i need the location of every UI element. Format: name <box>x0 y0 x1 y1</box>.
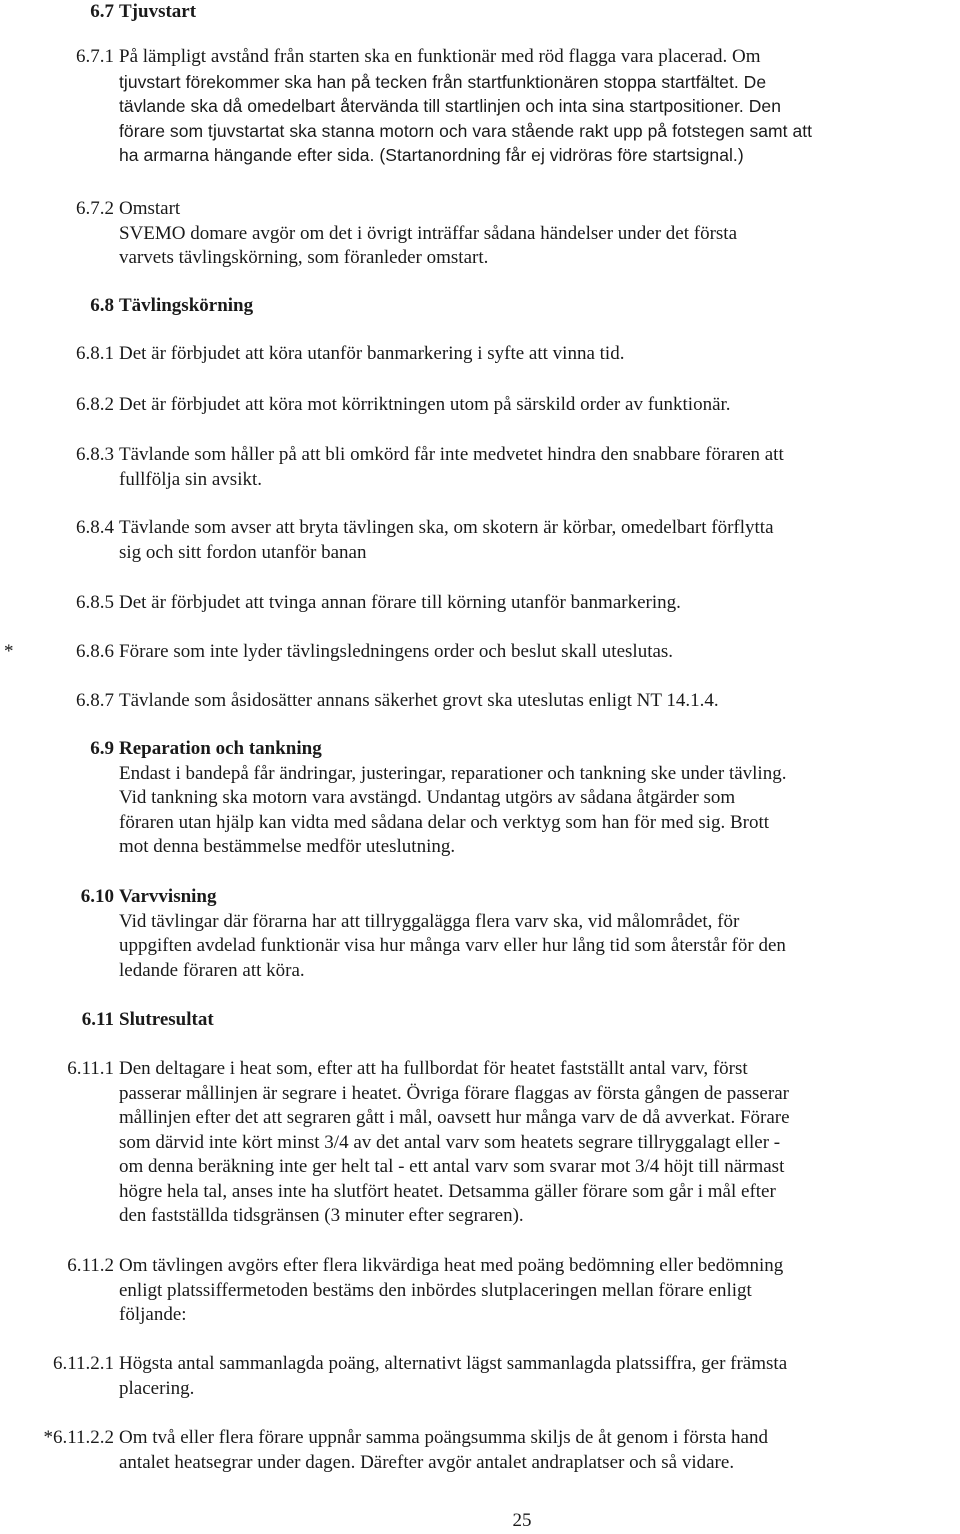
text-line: ledande föraren att köra. <box>119 959 305 981</box>
text-line: Omstart <box>119 198 181 219</box>
text-line: ha armarna hängande efter sida. (Startanordning får ej vidröras före startsignal.) <box>119 145 744 165</box>
text-line: Om tävlingen avgörs efter flera likvärdiga heat med poäng bedömning eller bedömning <box>119 1255 784 1276</box>
section-heading: Varvvisning <box>119 886 217 907</box>
section-number: 6.10 <box>80 886 114 907</box>
section-body <box>119 689 957 714</box>
section-number: 6.9 <box>90 738 114 759</box>
section-body <box>119 591 957 616</box>
section-body <box>119 393 957 418</box>
text-line: enligt platssiffermetoden bestäms den inbördes slutplaceringen mellan förare enligt <box>119 1279 752 1301</box>
section-number: 6.11.1 <box>67 1058 114 1079</box>
text-line: högre hela tal, anses inte ha slutfört heatet. Detsamma gäller förare som går i mål efter <box>119 1180 776 1202</box>
text-line: Endast i bandepå får ändringar, justeringar, reparationer och tankning ske under tävling. <box>119 762 787 784</box>
text-line: Tävlande som åsidosätter annans säkerhet grovt ska uteslutas enligt NT 14.1.4. <box>119 690 719 711</box>
section-heading: Tävlingskörning <box>119 295 254 316</box>
text-line: om denna beräkning inte ger helt tal - ett antal varv som svarar mot 3/4 höjt till närmast <box>119 1156 785 1177</box>
section-number: 6.8 <box>90 295 114 316</box>
change-marker: * <box>4 641 14 662</box>
text-line: Tävlande som håller på att bli omkörd får inte medvetet hindra den snabbare föraren att <box>119 444 784 465</box>
text-line: fullfölja sin avsikt. <box>119 468 263 490</box>
section-heading: Slutresultat <box>119 1009 214 1030</box>
section-number: 6.11.2.1 <box>52 1353 114 1374</box>
text-line: Det är förbjudet att tvinga annan förare till körning utanför banmarkering. <box>119 592 681 613</box>
text-line: föraren utan hjälp kan vidta med sådana delar och verktyg som han för med sig. Brott <box>119 811 770 833</box>
page-number: 25 <box>512 1510 532 1531</box>
section-body <box>119 197 957 271</box>
section-body <box>119 1254 957 1328</box>
text-line: Vid tävlingar där förarna har att tillryggalägga flera varv ska, vid målområdet, för <box>119 910 740 932</box>
text-line: varvets tävlingskörning, som föranleder omstart. <box>119 247 489 268</box>
section-number: 6.8.7 <box>76 690 114 711</box>
text-line: mot denna bestämmelse medför uteslutning. <box>119 836 456 857</box>
text-line: SVEMO domare avgör om det i övrigt inträffar sådana händelser under det första <box>119 222 738 244</box>
section-number: 6.8.1 <box>76 343 114 364</box>
section-number: 6.8.5 <box>76 592 114 613</box>
text-line: antalet heatsegrar under dagen. Därefter avgör antalet andraplatser och så vidare. <box>119 1451 735 1473</box>
text-line: uppgiften avdelad funktionär visa hur många varv eller hur lång tid som återstår för den <box>119 935 786 956</box>
text-line: På lämpligt avstånd från starten ska en funktionär med röd flagga vara placerad. Om <box>119 46 761 67</box>
text-line: sig och sitt fordon utanför banan <box>119 541 367 563</box>
section-body <box>119 0 957 25</box>
section-number: 6.7 <box>90 1 114 22</box>
section-body <box>119 640 957 665</box>
text-line: Vid tankning ska motorn vara avstängd. Undantag utgörs av sådana åtgärder som <box>119 787 736 808</box>
text-line: mållinjen efter det att segraren gått i mål, oavsett hur många varv de då avverkat. Förare <box>119 1107 790 1128</box>
section-body <box>119 737 957 860</box>
text-line: förare som tjuvstartat ska stanna motorn och vara stående rakt upp på fotstegen samt att <box>119 120 813 141</box>
section-heading: Tjuvstart <box>119 1 197 22</box>
section-body <box>119 45 957 168</box>
section-body <box>119 1352 957 1401</box>
section-body <box>119 342 957 367</box>
text-line: Högsta antal sammanlagda poäng, alternativt lägst sammanlagda platssiffra, ger främsta <box>119 1353 788 1374</box>
section-number: 6.8.2 <box>76 394 114 415</box>
text-line: tjuvstart förekommer ska han på tecken från startfunktionären stoppa startfältet. De <box>119 71 767 92</box>
section-number: 6.8.6 <box>76 641 114 662</box>
text-line: Förare som inte lyder tävlingsledningens order och beslut skall uteslutas. <box>119 641 674 662</box>
section-heading: Reparation och tankning <box>119 738 322 759</box>
section-body <box>119 1008 957 1033</box>
section-number: *6.11.2.2 <box>43 1427 114 1448</box>
section-number: 6.11.2 <box>67 1255 114 1276</box>
section-number: 6.7.2 <box>76 198 114 219</box>
text-line: Det är förbjudet att köra mot körriktningen utom på särskild order av funktionär. <box>119 394 731 415</box>
section-body <box>119 516 957 565</box>
text-line: tävlande ska då omedelbart återvända till startlinjen och inta sina startpositioner. Den <box>119 96 781 116</box>
section-number: 6.8.3 <box>76 444 114 465</box>
section-number: 6.11 <box>81 1009 114 1030</box>
text-line: Om två eller flera förare uppnår samma poängsumma skiljs de åt genom i första hand <box>119 1427 768 1448</box>
section-body <box>119 1426 957 1475</box>
text-line: Det är förbjudet att köra utanför banmarkering i syfte att vinna tid. <box>119 343 625 364</box>
section-number: 6.7.1 <box>76 46 114 67</box>
text-line: den fastställda tidsgränsen (3 minuter efter segraren). <box>119 1205 524 1226</box>
section-body <box>119 885 957 983</box>
text-line: Den deltagare i heat som, efter att ha fullbordat för heatet fastställt antal varv, först <box>119 1058 748 1079</box>
section-body <box>119 443 957 492</box>
section-body <box>119 1057 957 1229</box>
text-line: som därvid inte kört minst 3/4 av det antal varv som heatets segrare tillryggalagt eller - <box>119 1131 781 1153</box>
text-line: Tävlande som avser att bryta tävlingen ska, om skotern är körbar, omedelbart förflytta <box>119 517 774 538</box>
text-line: följande: <box>119 1304 187 1325</box>
section-body <box>119 294 957 319</box>
text-line: placering. <box>119 1377 195 1399</box>
section-number: 6.8.4 <box>76 517 114 538</box>
text-line: passerar mållinjen är segrare i heatet. Övriga förare flaggas av första gången de passerar <box>119 1082 789 1104</box>
